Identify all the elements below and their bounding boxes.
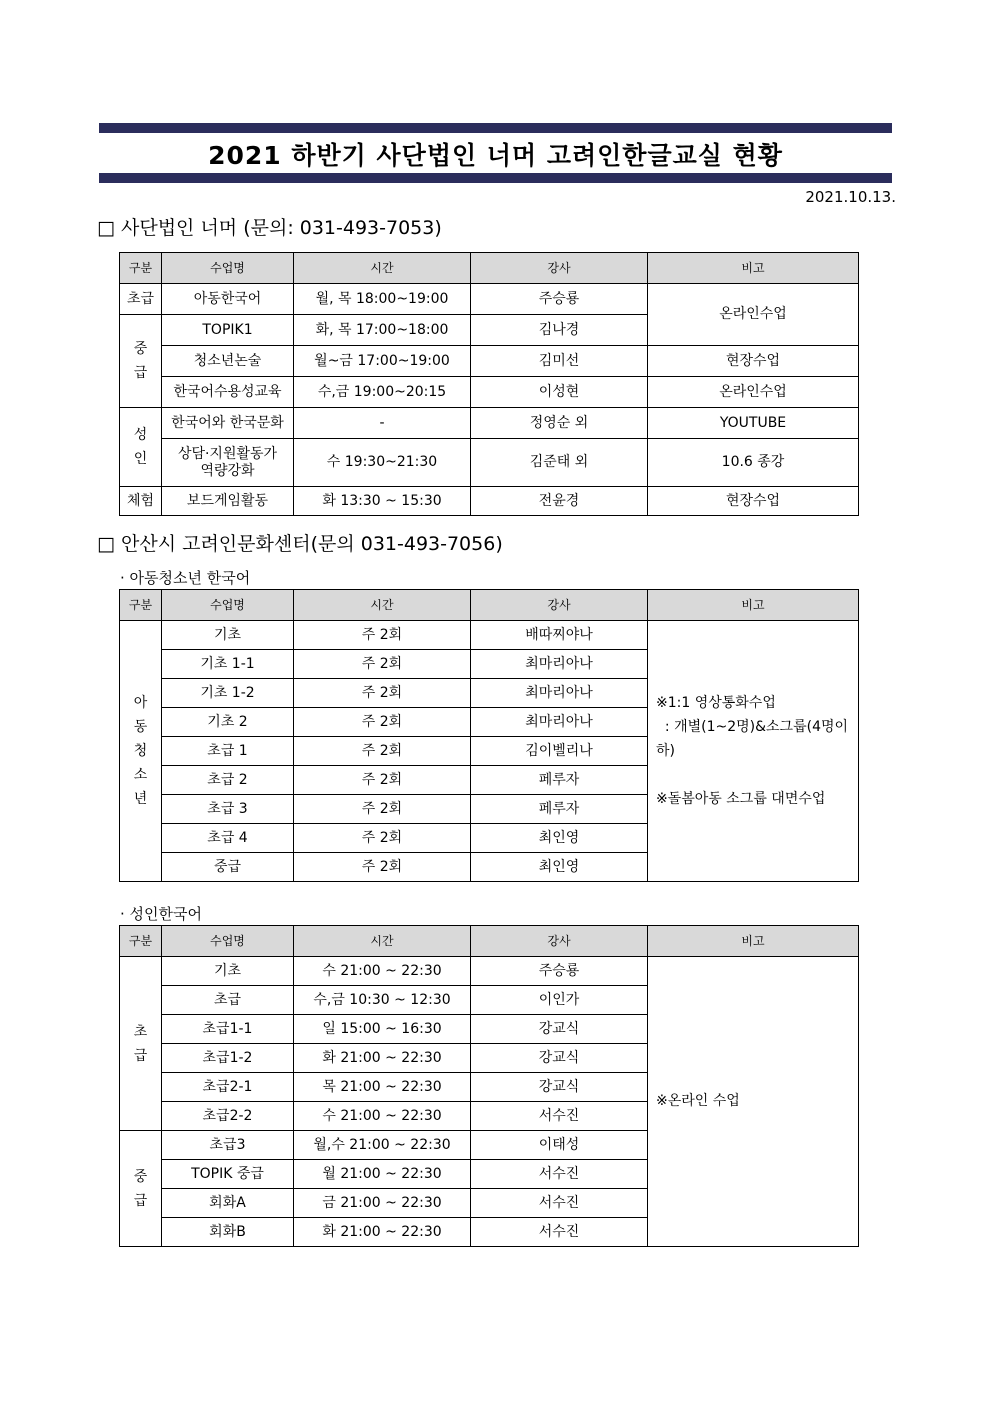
class-teacher: 김나경 — [471, 315, 648, 346]
youth-subheading: · 아동청소년 한국어 — [120, 569, 251, 587]
class-time: 화 21:00 ~ 22:30 — [294, 1218, 471, 1247]
class-name: 상담·지원활동가 역량강화 — [162, 439, 294, 487]
class-name: TOPIK 중급 — [162, 1160, 294, 1189]
class-teacher: 서수진 — [471, 1218, 648, 1247]
header-class-name: 수업명 — [162, 253, 294, 284]
header-class-name: 수업명 — [162, 590, 294, 621]
class-time: 주 2회 — [294, 795, 471, 824]
class-name: 한국어수용성교육 — [162, 377, 294, 408]
class-time: 화 21:00 ~ 22:30 — [294, 1044, 471, 1073]
table-neomeo — [119, 252, 859, 516]
table-row — [120, 284, 859, 315]
class-teacher: 강교식 — [471, 1044, 648, 1073]
table-row — [120, 346, 859, 377]
class-teacher: 이인가 — [471, 986, 648, 1015]
document-date: 2021.10.13. — [805, 188, 896, 206]
class-name: 초급 2 — [162, 766, 294, 795]
class-name: 아동한국어 — [162, 284, 294, 315]
adult-note: ※온라인 수업 — [648, 957, 859, 1247]
group-cell: 초급 — [120, 284, 162, 315]
class-name: 초급3 — [162, 1131, 294, 1160]
class-name: 기초 2 — [162, 708, 294, 737]
class-note: 온라인수업 — [648, 377, 859, 408]
class-time: - — [294, 408, 471, 439]
class-time: 월 21:00 ~ 22:30 — [294, 1160, 471, 1189]
class-note: YOUTUBE — [648, 408, 859, 439]
table-header-row — [120, 253, 859, 284]
section2-heading: □ 안산시 고려인문화센터(문의 031-493-7056) — [97, 533, 503, 555]
header-time: 시간 — [294, 253, 471, 284]
class-time: 수 19:30~21:30 — [294, 439, 471, 487]
class-teacher: 최마리아나 — [471, 679, 648, 708]
class-note: 현장수업 — [648, 487, 859, 516]
class-name: 초급2-1 — [162, 1073, 294, 1102]
class-time: 주 2회 — [294, 679, 471, 708]
group-cell: 중급 — [120, 315, 162, 408]
class-teacher: 서수진 — [471, 1102, 648, 1131]
class-name: 기초 1-2 — [162, 679, 294, 708]
class-teacher: 강교식 — [471, 1015, 648, 1044]
class-name: 회화B — [162, 1218, 294, 1247]
class-name: 초급1-2 — [162, 1044, 294, 1073]
header-teacher: 강사 — [471, 253, 648, 284]
class-time: 주 2회 — [294, 650, 471, 679]
header-note: 비고 — [648, 253, 859, 284]
class-name: 초급 1 — [162, 737, 294, 766]
class-teacher: 주승룡 — [471, 284, 648, 315]
table-row — [120, 957, 859, 986]
table-row — [120, 408, 859, 439]
class-time: 수 21:00 ~ 22:30 — [294, 1102, 471, 1131]
class-teacher: 페루자 — [471, 766, 648, 795]
header-class-name: 수업명 — [162, 926, 294, 957]
table-row — [120, 487, 859, 516]
class-teacher: 김이벨리나 — [471, 737, 648, 766]
class-time: 월, 목 18:00~19:00 — [294, 284, 471, 315]
class-name: 보드게임활동 — [162, 487, 294, 516]
class-time: 화 13:30 ~ 15:30 — [294, 487, 471, 516]
class-teacher: 전윤경 — [471, 487, 648, 516]
class-teacher: 서수진 — [471, 1160, 648, 1189]
header-note: 비고 — [648, 590, 859, 621]
class-time: 주 2회 — [294, 766, 471, 795]
header-time: 시간 — [294, 926, 471, 957]
class-note: 10.6 종강 — [648, 439, 859, 487]
class-teacher: 최인영 — [471, 824, 648, 853]
class-time: 목 21:00 ~ 22:30 — [294, 1073, 471, 1102]
class-time: 주 2회 — [294, 824, 471, 853]
table-row — [120, 439, 859, 487]
class-note: 온라인수업 — [648, 284, 859, 346]
class-name: 초급2-2 — [162, 1102, 294, 1131]
class-time: 월,수 21:00 ~ 22:30 — [294, 1131, 471, 1160]
table-adult — [119, 925, 859, 1247]
class-name: 중급 — [162, 853, 294, 882]
class-teacher: 페루자 — [471, 795, 648, 824]
class-time: 월~금 17:00~19:00 — [294, 346, 471, 377]
header-category: 구분 — [120, 590, 162, 621]
class-time: 주 2회 — [294, 737, 471, 766]
adult-subheading: · 성인한국어 — [120, 905, 202, 923]
class-teacher: 배따찌야나 — [471, 621, 648, 650]
youth-note-cell — [648, 621, 859, 882]
header-time: 시간 — [294, 590, 471, 621]
class-teacher: 김미선 — [471, 346, 648, 377]
class-time: 금 21:00 ~ 22:30 — [294, 1189, 471, 1218]
class-time: 주 2회 — [294, 708, 471, 737]
class-teacher: 최인영 — [471, 853, 648, 882]
header-category: 구분 — [120, 253, 162, 284]
title-bar-bottom — [99, 173, 892, 183]
header-note: 비고 — [648, 926, 859, 957]
group-cell: 체험 — [120, 487, 162, 516]
class-time: 주 2회 — [294, 853, 471, 882]
table-youth — [119, 589, 859, 882]
class-name: 초급 4 — [162, 824, 294, 853]
table-header-row — [120, 926, 859, 957]
section1-heading: □ 사단법인 너머 (문의: 031-493-7053) — [97, 217, 442, 239]
class-teacher: 서수진 — [471, 1189, 648, 1218]
group-cell: 아동청소년 — [120, 621, 162, 882]
class-teacher: 최마리아나 — [471, 650, 648, 679]
class-name: 초급1-1 — [162, 1015, 294, 1044]
youth-note-1: ※1:1 영상통화수업 — [656, 695, 776, 711]
class-time: 화, 목 17:00~18:00 — [294, 315, 471, 346]
class-teacher: 최마리아나 — [471, 708, 648, 737]
title-bar-top — [99, 123, 892, 133]
class-time: 일 15:00 ~ 16:30 — [294, 1015, 471, 1044]
class-name: 기초 — [162, 621, 294, 650]
header-category: 구분 — [120, 926, 162, 957]
class-name: TOPIK1 — [162, 315, 294, 346]
class-teacher: 주승룡 — [471, 957, 648, 986]
header-teacher: 강사 — [471, 926, 648, 957]
class-name: 청소년논술 — [162, 346, 294, 377]
class-time: 수,금 19:00~20:15 — [294, 377, 471, 408]
youth-note-3: ※돌봄아동 소그룹 대면수업 — [656, 791, 826, 807]
page-title: 2021 하반기 사단법인 너머 고려인한글교실 현황 — [208, 141, 783, 170]
table-row — [120, 377, 859, 408]
class-name: 초급 — [162, 986, 294, 1015]
class-time: 수,금 10:30 ~ 12:30 — [294, 986, 471, 1015]
class-name: 기초 — [162, 957, 294, 986]
class-teacher: 김준태 외 — [471, 439, 648, 487]
table-header-row — [120, 590, 859, 621]
class-time: 수 21:00 ~ 22:30 — [294, 957, 471, 986]
group-cell: 초급 — [120, 957, 162, 1131]
class-time: 주 2회 — [294, 621, 471, 650]
class-teacher: 이성현 — [471, 377, 648, 408]
class-name: 한국어와 한국문화 — [162, 408, 294, 439]
table-row — [120, 621, 859, 650]
header-teacher: 강사 — [471, 590, 648, 621]
class-teacher: 강교식 — [471, 1073, 648, 1102]
class-name: 초급 3 — [162, 795, 294, 824]
class-name: 기초 1-1 — [162, 650, 294, 679]
youth-note-2: : 개별(1~2명)&소그룹(4명이하) — [656, 719, 849, 759]
class-teacher: 이태성 — [471, 1131, 648, 1160]
class-note: 현장수업 — [648, 346, 859, 377]
class-name: 회화A — [162, 1189, 294, 1218]
class-teacher: 정영순 외 — [471, 408, 648, 439]
group-cell: 성인 — [120, 408, 162, 487]
group-cell: 중급 — [120, 1131, 162, 1247]
